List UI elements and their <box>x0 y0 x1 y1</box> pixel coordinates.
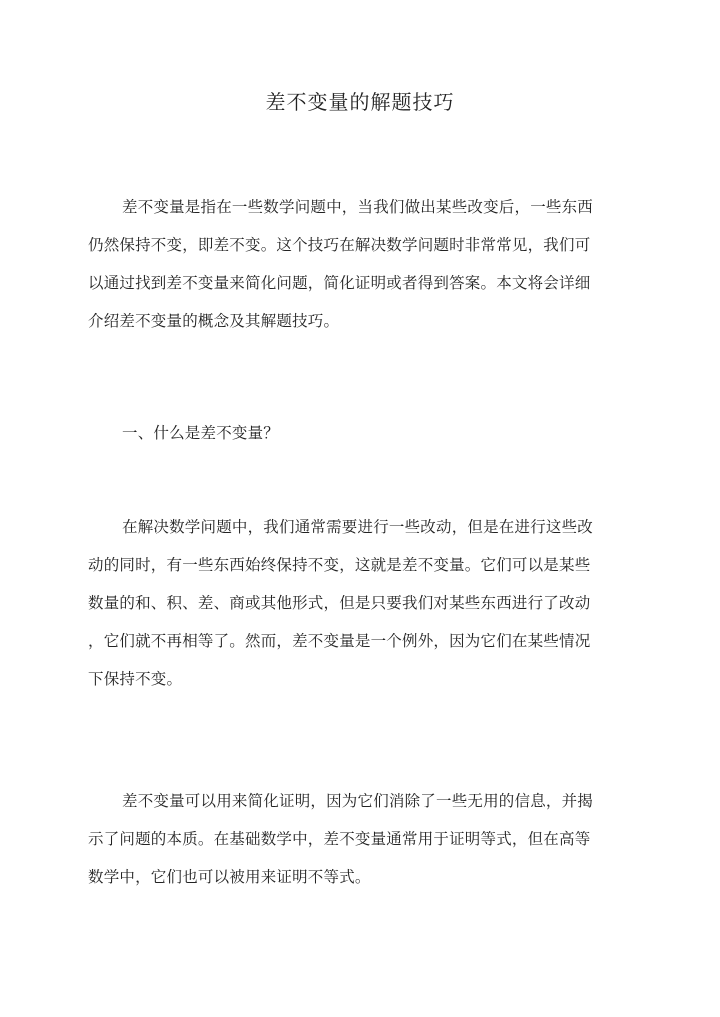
paragraph-line: 数量的和、积、差、商或其他形式，但是只要我们对某些东西进行了改动 <box>88 594 591 612</box>
paragraph-line: 差不变量可以用来简化证明，因为它们消除了一些无用的信息，并揭 <box>122 792 594 810</box>
paragraph-line: 介绍差不变量的概念及其解题技巧。 <box>88 312 340 330</box>
document-title: 差不变量的解题技巧 <box>265 90 455 114</box>
paragraph-line: 以通过找到差不变量来简化问题，简化证明或者得到答案。本文将会详细 <box>88 274 591 292</box>
paragraph-line: 数学中，它们也可以被用来证明不等式。 <box>88 868 371 886</box>
paragraph-line: 仍然保持不变，即差不变。这个技巧在解决数学问题时非常常见，我们可 <box>88 236 591 254</box>
paragraph-definition <box>88 508 632 698</box>
section-heading-text: 一、什么是差不变量？ <box>122 424 280 442</box>
paragraph-usage <box>88 782 632 896</box>
paragraph-line: 下保持不变。 <box>88 670 183 688</box>
paragraph-line: 动的同时，有一些东西始终保持不变，这就是差不变量。它们可以是某些 <box>88 556 591 574</box>
paragraph-line: 示了问题的本质。在基础数学中，差不变量通常用于证明等式，但在高等 <box>88 830 591 848</box>
section-heading <box>88 414 632 452</box>
paragraph-line: ，它们就不再相等了。然而，差不变量是一个例外，因为它们在某些情况 <box>88 632 591 650</box>
paragraph-line: 在解决数学问题中，我们通常需要进行一些改动，但是在进行这些改 <box>122 518 594 536</box>
paragraph-intro <box>88 188 632 340</box>
paragraph-line: 差不变量是指在一些数学问题中，当我们做出某些改变后，一些东西 <box>122 198 594 216</box>
